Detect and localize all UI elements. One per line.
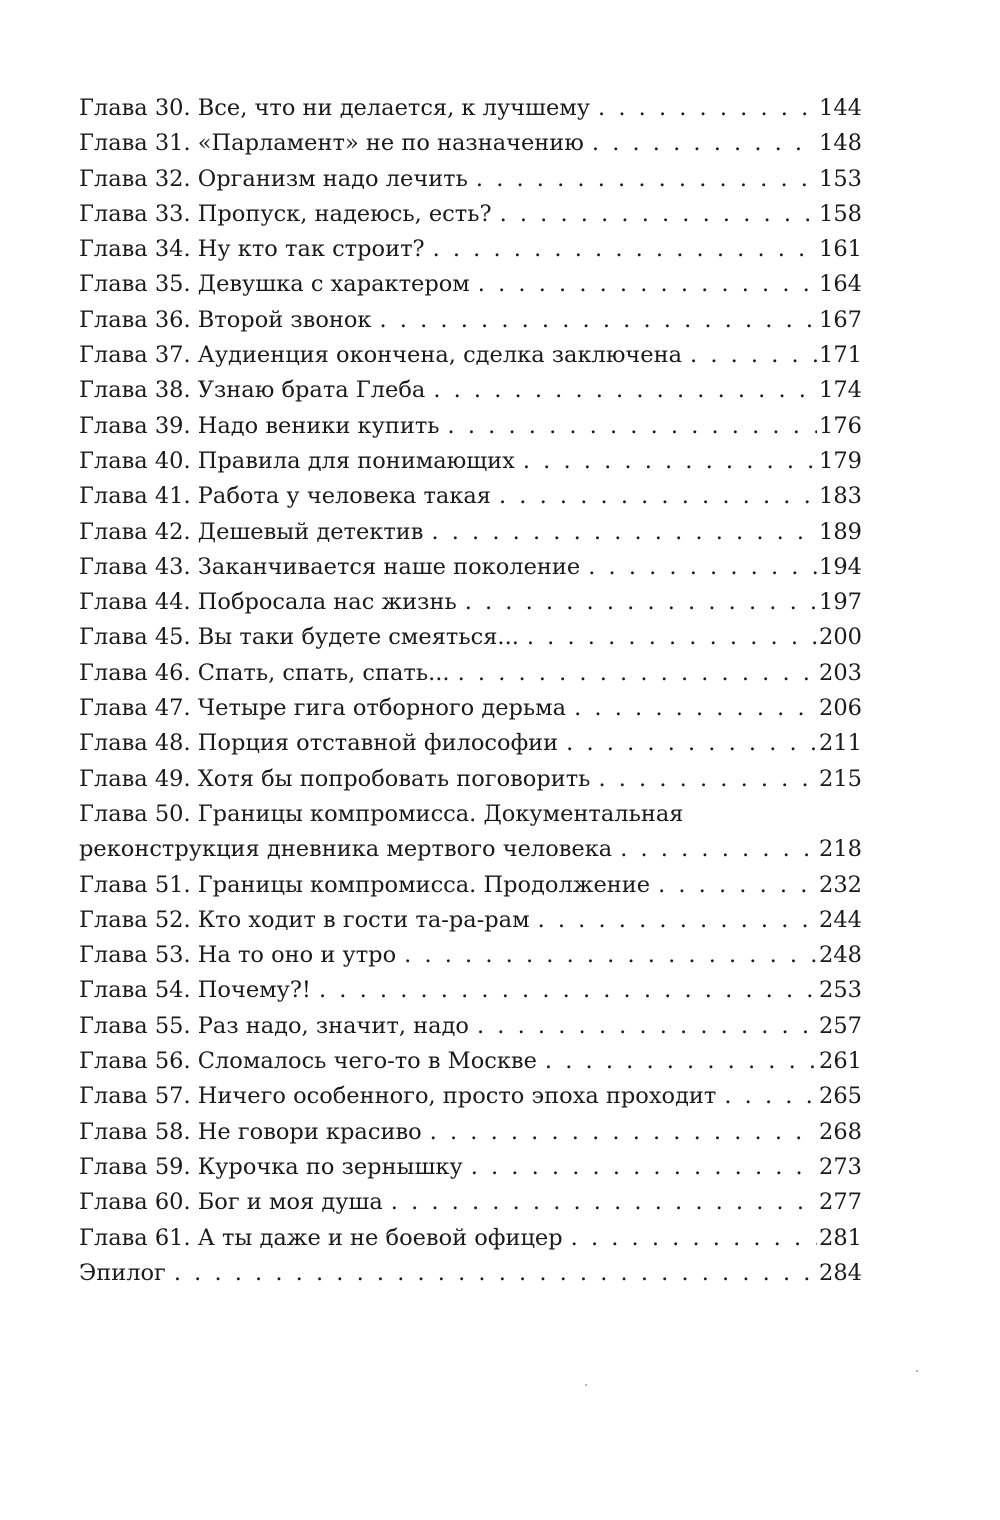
toc-entry	[79, 1256, 862, 1291]
toc-entry	[79, 126, 862, 161]
toc-entry-title: Глава 49. Хотя бы попробовать поговорить	[79, 765, 591, 792]
toc-entry	[79, 515, 862, 550]
dot-leader	[598, 91, 817, 126]
toc-entry	[79, 1150, 862, 1185]
toc-entry-page: 174	[819, 377, 862, 404]
toc-entry-page: 167	[819, 306, 862, 333]
toc-entry-title: Глава 45. Вы таки будете смеяться...	[79, 624, 519, 651]
toc-entry-page: 257	[819, 1012, 862, 1039]
toc-entry-title: реконструкция дневника мертвого человека	[79, 836, 613, 863]
toc-entry-title: Глава 60. Бог и моя душа	[79, 1189, 383, 1216]
toc-entry	[79, 1079, 862, 1114]
toc-entry	[79, 1221, 862, 1256]
toc-entry	[79, 762, 862, 797]
dot-leader	[404, 938, 817, 973]
dot-leader	[433, 373, 817, 408]
toc-entry	[79, 91, 862, 126]
toc-entry-title: Глава 46. Спать, спать, спать...	[79, 659, 450, 686]
toc-entry-title: Глава 31. «Парламент» не по назначению	[79, 130, 584, 157]
dot-leader	[523, 444, 817, 479]
toc-entry	[79, 409, 862, 444]
toc-entry-title: Глава 50. Границы компромисса. Документальная	[79, 800, 684, 827]
toc-entry-title: Глава 40. Правила для понимающих	[79, 447, 515, 474]
toc-entry-title: Глава 59. Курочка по зернышку	[79, 1153, 463, 1180]
dot-leader	[538, 903, 817, 938]
toc-entry-page: 176	[819, 412, 862, 439]
toc-entry-title: Глава 52. Кто ходит в гости та-ра-рам	[79, 906, 530, 933]
toc-entry-title: Глава 39. Надо веники купить	[79, 412, 440, 439]
toc-entry-title: Глава 42. Дешевый детектив	[79, 518, 424, 545]
toc-entry-title: Глава 51. Границы компромисса. Продолжение	[79, 871, 651, 898]
toc-entry-page: 144	[819, 95, 862, 121]
toc-entry-title: Глава 33. Пропуск, надеюсь, есть?	[79, 200, 492, 227]
toc-entry-page: 197	[819, 589, 862, 616]
toc-entry-page: 158	[819, 200, 862, 227]
dot-leader	[433, 232, 817, 267]
dot-leader	[690, 338, 817, 373]
dot-leader	[574, 691, 817, 726]
paper-speck	[916, 1370, 918, 1372]
toc-entry-page: 171	[819, 342, 862, 369]
dot-leader	[566, 726, 817, 761]
toc-entry	[79, 903, 862, 938]
dot-leader	[658, 868, 817, 903]
toc-entry-page: 265	[819, 1083, 862, 1110]
toc-entry	[79, 338, 862, 373]
dot-leader	[465, 585, 817, 620]
toc-entry-page: 244	[819, 906, 862, 933]
toc-entry	[79, 479, 862, 514]
dot-leader	[380, 303, 818, 338]
toc-entry	[79, 973, 862, 1008]
toc-entry-title: Эпилог	[79, 1259, 166, 1286]
toc-entry	[79, 162, 862, 197]
toc-entry	[79, 373, 862, 408]
toc-entry-page: 253	[819, 977, 862, 1004]
toc-entry	[79, 1185, 862, 1220]
dot-leader	[448, 409, 818, 444]
toc-entry-title: Глава 57. Ничего особенного, просто эпоха проходит	[79, 1083, 717, 1110]
toc-entry-title: Глава 58. Не говори красиво	[79, 1118, 422, 1145]
toc-entry-page: 232	[819, 871, 862, 898]
toc-entry-page: 200	[819, 624, 862, 651]
toc-entry-title: Глава 34. Ну кто так строит?	[79, 236, 425, 263]
dot-leader	[724, 1079, 817, 1114]
toc-entry	[79, 797, 862, 832]
toc-entry	[79, 303, 862, 338]
toc-entry-title: Глава 61. А ты даже и не боевой офицер	[79, 1224, 563, 1251]
toc-entry-page: 203	[819, 659, 862, 686]
dot-leader	[430, 1115, 817, 1150]
toc-entry	[79, 726, 862, 761]
toc-entry-page: 248	[819, 942, 862, 969]
toc-entry-page: 183	[819, 483, 862, 510]
toc-entry-title: Глава 47. Четыре гига отборного дерьма	[79, 695, 567, 722]
toc-entry	[79, 1115, 862, 1150]
toc-entry-title: Глава 36. Второй звонок	[79, 306, 372, 333]
toc-entry-title: Глава 53. На то оно и утро	[79, 942, 397, 969]
toc-entry-page: 261	[819, 1048, 862, 1075]
toc-entry-page: 179	[819, 447, 862, 474]
toc-entry-title: Глава 54. Почему?!	[79, 977, 311, 1004]
dot-leader	[592, 126, 817, 161]
paper-speck	[585, 1384, 587, 1386]
dot-leader	[391, 1185, 817, 1220]
toc-entry-title: Глава 43. Заканчивается наше поколение	[79, 553, 581, 580]
toc-entry-title: Глава 32. Организм надо лечить	[79, 165, 468, 192]
toc-entry-page: 148	[819, 130, 862, 157]
toc-entry-title: Глава 38. Узнаю брата Глеба	[79, 377, 426, 404]
dot-leader	[499, 479, 817, 514]
toc-entry	[79, 620, 862, 655]
dot-leader	[598, 762, 817, 797]
toc-entry	[79, 1044, 862, 1079]
dot-leader	[620, 832, 817, 867]
toc-entry-page: 194	[819, 553, 862, 580]
toc-entry	[79, 585, 862, 620]
toc-entry	[79, 832, 862, 867]
dot-leader	[478, 267, 817, 302]
toc-entry-page: 215	[819, 765, 862, 792]
toc-entry-title: Глава 44. Побросала нас жизнь	[79, 589, 457, 616]
toc-entry	[79, 267, 862, 302]
toc-entry	[79, 938, 862, 973]
dot-leader	[545, 1044, 817, 1079]
toc-entry-page: 284	[819, 1259, 862, 1286]
dot-leader	[458, 656, 817, 691]
dot-leader	[174, 1256, 817, 1291]
dot-leader	[431, 515, 817, 550]
dot-leader	[500, 197, 817, 232]
toc-entry-page: 281	[819, 1224, 862, 1251]
table-of-contents	[79, 91, 862, 1291]
toc-entry-title: Глава 30. Все, что ни делается, к лучшему	[79, 95, 591, 121]
dot-leader	[477, 1009, 817, 1044]
toc-entry	[79, 656, 862, 691]
dot-leader	[588, 550, 817, 585]
toc-entry-page: 277	[819, 1189, 862, 1216]
toc-entry-page: 206	[819, 695, 862, 722]
toc-entry-page: 164	[819, 271, 862, 298]
dot-leader	[471, 1150, 817, 1185]
toc-entry-title: Глава 37. Аудиенция окончена, сделка заключена	[79, 342, 683, 369]
toc-entry-page: 218	[819, 836, 862, 863]
toc-entry-title: Глава 56. Сломалось чего-то в Москве	[79, 1048, 537, 1075]
toc-entry-page: 268	[819, 1118, 862, 1145]
toc-entry	[79, 197, 862, 232]
toc-entry	[79, 550, 862, 585]
toc-entry-page: 211	[819, 730, 862, 757]
toc-entry-title: Глава 35. Девушка с характером	[79, 271, 470, 298]
dot-leader	[476, 162, 817, 197]
toc-entry-title: Глава 48. Порция отставной философии	[79, 730, 559, 757]
dot-leader	[571, 1221, 817, 1256]
toc-entry	[79, 232, 862, 267]
toc-entry-page: 189	[819, 518, 862, 545]
dot-leader	[319, 973, 817, 1008]
toc-entry	[79, 1009, 862, 1044]
toc-entry-title: Глава 41. Работа у человека такая	[79, 483, 491, 510]
toc-entry-page: 273	[819, 1153, 862, 1180]
toc-entry	[79, 444, 862, 479]
toc-entry-title: Глава 55. Раз надо, значит, надо	[79, 1012, 469, 1039]
toc-entry-page: 161	[819, 236, 862, 263]
toc-entry-page: 153	[819, 165, 862, 192]
toc-entry	[79, 691, 862, 726]
toc-entry	[79, 868, 862, 903]
dot-leader	[527, 620, 817, 655]
